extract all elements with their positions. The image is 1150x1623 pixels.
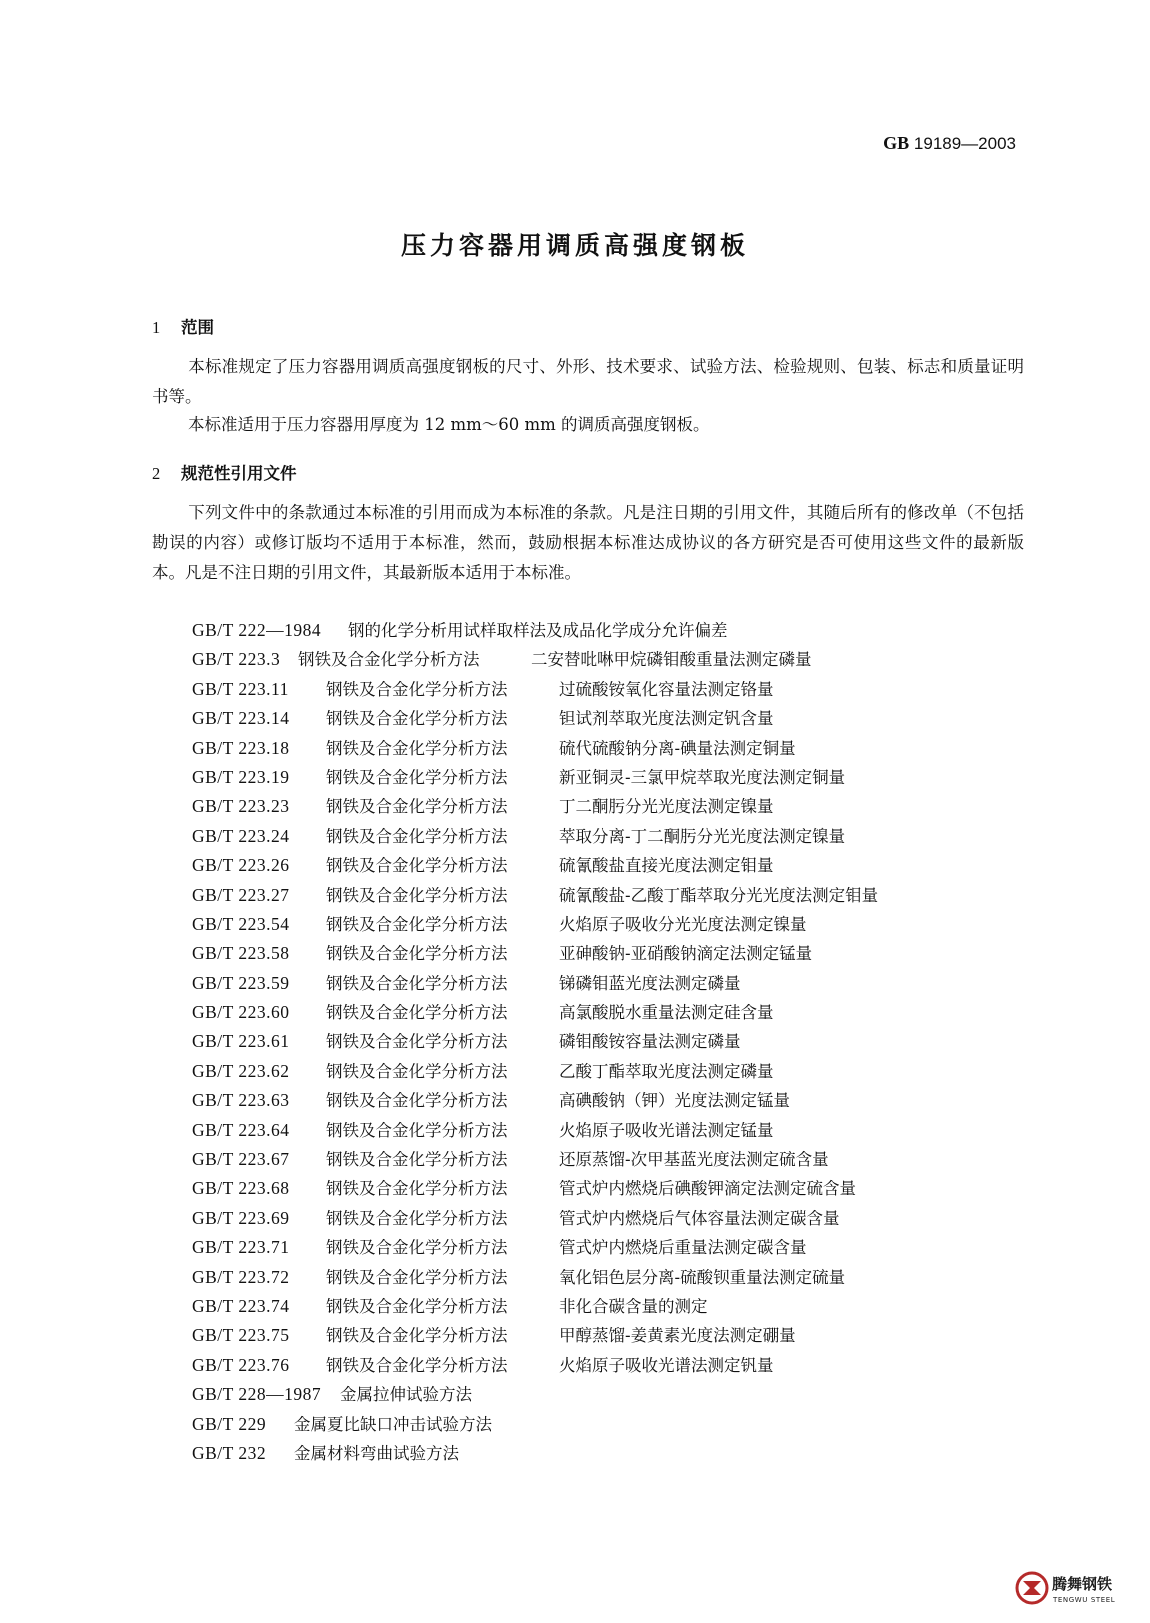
reference-code: GB/T 223.75	[192, 1325, 290, 1346]
reference-item	[192, 1439, 878, 1468]
reference-method: 钢铁及合金化学分析方法	[326, 973, 508, 993]
reference-code: GB/T 223.24	[192, 825, 290, 846]
section-2-intro	[152, 498, 1024, 588]
reference-title: 还原蒸馏-次甲基蓝光度法测定硫含量	[559, 1150, 829, 1170]
reference-method: 钢铁及合金化学分析方法	[326, 826, 508, 846]
reference-method: 钢铁及合金化学分析方法	[326, 797, 508, 817]
reference-method: 钢铁及合金化学分析方法	[326, 1267, 508, 1287]
reference-method: 钢铁及合金化学分析方法	[326, 1032, 508, 1052]
reference-item	[192, 1057, 878, 1086]
reference-method: 钢铁及合金化学分析方法	[326, 944, 508, 964]
reference-code: GB/T 223.71	[192, 1237, 290, 1258]
reference-code: GB/T 223.69	[192, 1207, 290, 1228]
reference-code: GB/T 223.74	[192, 1295, 290, 1316]
reference-item	[192, 822, 878, 851]
reference-method: 钢铁及合金化学分析方法	[326, 738, 508, 758]
reference-method: 钢铁及合金化学分析方法	[326, 1326, 508, 1346]
section-1-title: 范围	[181, 318, 214, 337]
reference-code: GB/T 223.27	[192, 884, 290, 905]
reference-item	[192, 1174, 878, 1203]
reference-title: 管式炉内燃烧后气体容量法测定碳含量	[559, 1208, 840, 1228]
reference-title: 金属夏比缺口冲击试验方法	[294, 1414, 492, 1434]
reference-item	[192, 675, 878, 704]
reference-item	[192, 792, 878, 821]
reference-title: 金属拉伸试验方法	[340, 1385, 472, 1405]
reference-item	[192, 1145, 878, 1174]
reference-code: GB/T 223.11	[192, 678, 289, 699]
reference-code: GB/T 223.60	[192, 1002, 290, 1023]
reference-code: GB/T 223.61	[192, 1031, 290, 1052]
reference-code: GB/T 229	[192, 1413, 267, 1434]
section-1-paragraph-2-text: 本标准适用于压力容器用厚度为 12 mm～60 mm 的调质高强度钢板。	[188, 415, 710, 434]
reference-code: GB/T 223.19	[192, 766, 290, 787]
reference-method: 钢铁及合金化学分析方法	[298, 650, 480, 670]
reference-code: GB/T 223.14	[192, 708, 290, 729]
reference-title: 甲醇蒸馏-姜黄素光度法测定硼量	[559, 1326, 796, 1346]
reference-item	[192, 1410, 878, 1439]
standard-code: 19189—2003	[913, 134, 1016, 153]
reference-title: 金属材料弯曲试验方法	[294, 1443, 459, 1463]
normative-references-list	[192, 616, 878, 1468]
section-1-paragraph-2	[152, 410, 1024, 440]
reference-code: GB/T 223.64	[192, 1119, 290, 1140]
reference-code: GB/T 223.54	[192, 913, 290, 934]
reference-code: GB/T 223.18	[192, 737, 290, 758]
reference-code: GB/T 223.59	[192, 972, 290, 993]
reference-title: 火焰原子吸收分光光度法测定镍量	[559, 914, 807, 934]
reference-title: 丁二酮肟分光光度法测定镍量	[559, 797, 774, 817]
reference-title: 萃取分离-丁二酮肟分光光度法测定镍量	[559, 826, 846, 846]
section-1-paragraph-1-text: 本标准规定了压力容器用调质高强度钢板的尺寸、外形、技术要求、试验方法、检验规则、包装、标志和质量证明书等。	[152, 357, 1024, 406]
reference-method: 钢铁及合金化学分析方法	[326, 1238, 508, 1258]
reference-title: 火焰原子吸收光谱法测定锰量	[559, 1120, 774, 1140]
reference-code: GB/T 223.76	[192, 1354, 290, 1375]
reference-method: 钢铁及合金化学分析方法	[326, 709, 508, 729]
reference-code: GB/T 232	[192, 1442, 267, 1463]
reference-method: 钢铁及合金化学分析方法	[326, 1091, 508, 1111]
reference-title: 管式炉内燃烧后重量法测定碳含量	[559, 1238, 807, 1258]
watermark-name-cn: 腾舞钢铁	[1052, 1575, 1113, 1593]
reference-title: 乙酸丁酯萃取光度法测定磷量	[559, 1061, 774, 1081]
reference-title: 新亚铜灵-三氯甲烷萃取光度法测定铜量	[559, 767, 846, 787]
reference-method: 钢铁及合金化学分析方法	[326, 679, 508, 699]
reference-item	[192, 910, 878, 939]
section-2-title: 规范性引用文件	[181, 464, 297, 483]
watermark-logo	[1012, 1567, 1124, 1609]
reference-title: 钢的化学分析用试样取样法及成品化学成分允许偏差	[348, 621, 728, 640]
reference-code: GB/T 223.3	[192, 649, 281, 670]
reference-item	[192, 851, 878, 880]
reference-method: 钢铁及合金化学分析方法	[326, 1179, 508, 1199]
reference-item	[192, 881, 878, 910]
reference-title: 氧化铝色层分离-硫酸钡重量法测定硫量	[559, 1267, 846, 1287]
reference-item	[192, 998, 878, 1027]
reference-title: 二安替吡啉甲烷磷钼酸重量法测定磷量	[531, 650, 812, 670]
reference-method: 钢铁及合金化学分析方法	[326, 1208, 508, 1228]
reference-method: 钢铁及合金化学分析方法	[326, 767, 508, 787]
section-1-heading	[152, 314, 214, 338]
reference-method: 钢铁及合金化学分析方法	[326, 1355, 508, 1375]
reference-title: 火焰原子吸收光谱法测定钒量	[559, 1355, 774, 1375]
reference-code: GB/T 223.23	[192, 796, 290, 817]
tengwu-logo-icon	[1012, 1567, 1124, 1609]
reference-title: 过硫酸铵氧化容量法测定铬量	[559, 679, 774, 699]
reference-item	[192, 1263, 878, 1292]
reference-item	[192, 1027, 878, 1056]
reference-method: 钢铁及合金化学分析方法	[326, 1120, 508, 1140]
reference-item	[192, 763, 878, 792]
reference-item	[192, 1380, 878, 1409]
reference-code: GB/T 223.67	[192, 1149, 290, 1170]
section-2-intro-text: 下列文件中的条款通过本标准的引用而成为本标准的条款。凡是注日期的引用文件，其随后所有的修改单（不包括勘误的内容）或修订版均不适用于本标准，然而，鼓励根据本标准达成协议的各方研究是否可使用这些文件的最新版本。凡是不注日期的引用文件，其最新版本适用于本标准。	[152, 503, 1024, 582]
document-title: 压力容器用调质高强度钢板	[400, 231, 749, 260]
reference-code: GB/T 222—1984	[192, 620, 322, 640]
reference-title: 高氯酸脱水重量法测定硅含量	[559, 1003, 774, 1023]
reference-item	[192, 1204, 878, 1233]
reference-code: GB/T 223.72	[192, 1266, 290, 1287]
reference-method: 钢铁及合金化学分析方法	[326, 914, 508, 934]
reference-item	[192, 734, 878, 763]
reference-item	[192, 1321, 878, 1350]
reference-title: 硫氰酸盐-乙酸丁酯萃取分光光度法测定钼量	[559, 885, 879, 905]
reference-item	[192, 1351, 878, 1380]
reference-title: 磷钼酸铵容量法测定磷量	[559, 1032, 741, 1052]
reference-method: 钢铁及合金化学分析方法	[326, 885, 508, 905]
section-2-number: 2	[152, 464, 161, 483]
reference-method: 钢铁及合金化学分析方法	[326, 1003, 508, 1023]
reference-title: 非化合碳含量的测定	[559, 1296, 708, 1316]
watermark-name-en: TENGWU STEEL	[1053, 1596, 1116, 1604]
reference-title: 管式炉内燃烧后碘酸钾滴定法测定硫含量	[559, 1179, 856, 1199]
section-1-number: 1	[152, 318, 161, 337]
reference-method: 钢铁及合金化学分析方法	[326, 856, 508, 876]
reference-title: 亚砷酸钠-亚硝酸钠滴定法测定锰量	[559, 944, 813, 964]
reference-code: GB/T 223.26	[192, 855, 290, 876]
reference-item	[192, 1292, 878, 1321]
reference-method: 钢铁及合金化学分析方法	[326, 1296, 508, 1316]
reference-item	[192, 939, 878, 968]
reference-item	[192, 704, 878, 733]
reference-title: 高碘酸钠（钾）光度法测定锰量	[559, 1091, 790, 1111]
reference-item	[192, 969, 878, 998]
reference-title: 锑磷钼蓝光度法测定磷量	[559, 973, 741, 993]
reference-item	[192, 616, 878, 645]
reference-item	[192, 1116, 878, 1145]
reference-item	[192, 1086, 878, 1115]
section-2-heading	[152, 460, 297, 484]
reference-code: GB/T 228—1987	[192, 1384, 322, 1405]
reference-method: 钢铁及合金化学分析方法	[326, 1061, 508, 1081]
reference-code: GB/T 223.62	[192, 1060, 290, 1081]
section-1-paragraph-1	[152, 352, 1024, 412]
reference-code: GB/T 223.58	[192, 943, 290, 964]
reference-code: GB/T 223.63	[192, 1090, 290, 1111]
reference-title: 硫代硫酸钠分离-碘量法测定铜量	[559, 738, 796, 758]
reference-title: 硫氰酸盐直接光度法测定钼量	[559, 856, 774, 876]
standard-number	[883, 133, 1016, 154]
reference-item	[192, 1233, 878, 1262]
reference-method: 钢铁及合金化学分析方法	[326, 1150, 508, 1170]
standard-prefix: GB	[883, 133, 910, 153]
reference-code: GB/T 223.68	[192, 1178, 290, 1199]
reference-title: 钽试剂萃取光度法测定钒含量	[559, 709, 774, 729]
reference-item	[192, 645, 878, 674]
